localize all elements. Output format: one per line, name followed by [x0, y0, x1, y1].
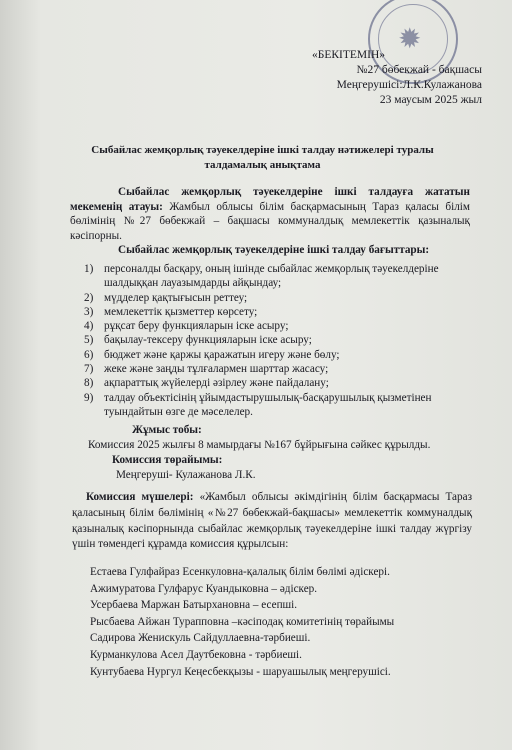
direction-number: 8) [84, 377, 94, 390]
direction-number: 6) [84, 348, 94, 361]
work-group-heading: Жұмыс тобы: [132, 424, 202, 436]
directions-list [84, 262, 474, 419]
entity-paragraph [70, 185, 470, 258]
direction-text: бюджет және қаржы қаражатын игеру және бөлу; [104, 348, 340, 361]
approval-block [312, 48, 482, 108]
seal-emblem-icon: ✹ [398, 22, 422, 55]
direction-number: 7) [84, 363, 94, 376]
approval-date: 23 маусым 2025 жыл [379, 94, 482, 106]
member-item: Естаева Гулфайраз Есенкуловна-қалалық білім бөлімі әдіскері. [90, 566, 390, 578]
direction-item [84, 376, 474, 390]
direction-text: ақпараттық жүйелерді әзірлеу және пайдалану; [104, 377, 329, 390]
direction-text: талдау объектісінің ұйымдастырушылық-басқарушылық қызметінен туындайтын өзге де мәселелер. [104, 391, 432, 418]
member-item: Ажимуратова Гулфарус Куандыковна – әдіскер. [90, 582, 318, 595]
member-item: Курманкулова Асел Даутбековна - тәрбиеші. [90, 648, 302, 661]
direction-number: 2) [84, 291, 94, 304]
chair-text: Меңгеруші- Кулажанова Л.К. [116, 469, 256, 481]
directions-heading: Сыбайлас жемқорлық тәуекелдеріне ішкі талдау бағыттары: [118, 244, 430, 257]
direction-text: бақылау-тексеру функцияларын іске асыру; [104, 334, 312, 347]
members-label: Комиссия мүшелері: [86, 491, 194, 503]
direction-number: 5) [84, 334, 94, 347]
members-paragraph [72, 490, 472, 553]
direction-text: мүдделер қақтығысын реттеу; [104, 291, 248, 304]
approval-head: Меңгерушісі:Л.К.Кулажанова [336, 79, 482, 91]
work-group-text: Комиссия 2025 жылғы 8 мамырдағы №167 бұйрығына сәйкес құрылды. [88, 439, 431, 451]
title-line-2: талдамалық анықтама [204, 159, 321, 171]
direction-number: 4) [84, 320, 94, 333]
document-title [70, 143, 455, 173]
member-item: Усербаева Маржан Батырхановна – есепші. [90, 599, 298, 612]
direction-item [84, 362, 474, 376]
direction-number: 9) [84, 391, 94, 404]
direction-item [84, 391, 474, 420]
direction-item [84, 291, 474, 305]
direction-number: 3) [84, 305, 94, 318]
entity-value: Жамбыл облысы білім басқармасының Тараз қаласы білім бөлімінің №27 бөбекжай – бақшасы коммуналдық мемлекеттік қазыналық кәсіпорны. [70, 200, 470, 242]
members-list [90, 564, 394, 680]
direction-item [84, 319, 474, 333]
chair-heading: Комиссия төрайымы: [112, 454, 223, 466]
member-item: Кунтубаева Нургул Кеңесбекқызы - шаруашылық меңгерушісі. [90, 665, 391, 678]
members-text: «Жамбыл облысы әкімдігінің білім басқармасы Тараз қаласының білім бөлімінің «№27 бөбекжай-бақшасы» мемлекеттік коммуналдық қазыналық кәсіпорнында сыбайлас жемқорлық тәуекелдеріне ішкі талдау жүргізу үшін төмендегі құрамда комиссия құрылсын: [72, 491, 473, 551]
direction-text: жеке және заңды тұлғалармен шарттар жасасу; [104, 363, 329, 376]
approval-label: «БЕКІТЕМІН» [312, 49, 386, 61]
direction-text: мемлекеттік қызметтер көрсету; [104, 305, 258, 318]
title-line-1: Сыбайлас жемқорлық тәуекелдеріне ішкі талдау нәтижелері туралы [91, 144, 434, 156]
member-item: Садирова Женискуль Сайдуллаевна-тәрбиеші. [90, 632, 311, 645]
direction-item [84, 333, 474, 347]
direction-text: рұқсат беру функцияларын іске асыру; [104, 320, 289, 333]
direction-number: 1) [84, 263, 94, 275]
direction-item [84, 262, 474, 291]
direction-item [84, 305, 474, 319]
direction-text: персоналды басқару, оның ішінде сыбайлас жемқорлық тәуекелдеріне шалдыққан лауазымдарды айқындау; [104, 263, 439, 290]
member-item: Рысбаева Айжан Турапповна –кәсіподақ комитетінің төрайымы [90, 615, 395, 628]
direction-item [84, 348, 474, 362]
entity-label: Сыбайлас жемқорлық тәуекелдеріне ішкі талдауға жататын мекеменің атауы: [70, 186, 470, 213]
approval-organization: №27 бөбекжай - бақшасы [356, 64, 482, 76]
